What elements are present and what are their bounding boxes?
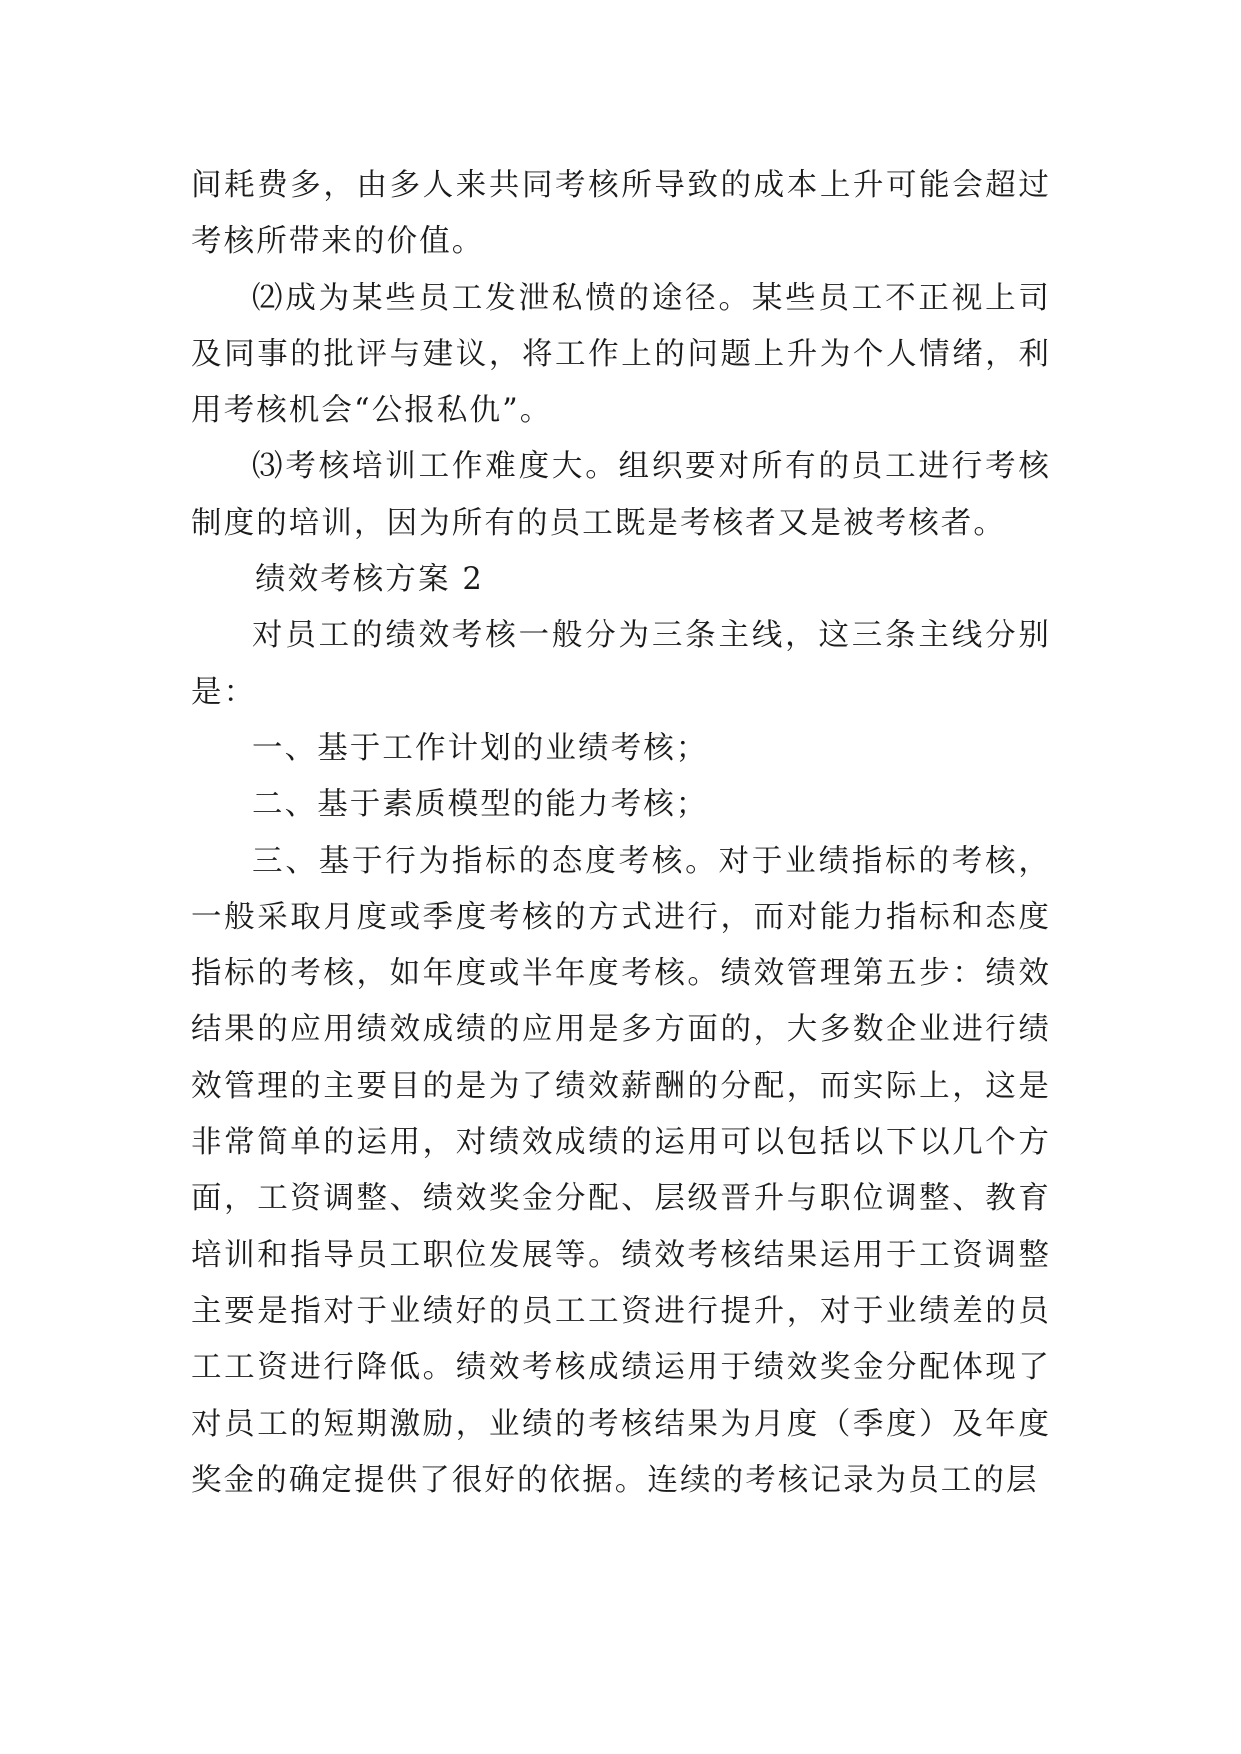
- list-item-ability: 二、基于素质模型的能力考核；: [252, 787, 709, 823]
- list-item-performance: 一、基于工作计划的业绩考核；: [252, 730, 709, 766]
- list-item-attitude: 三、基于行为指标的态度考核。对于业绩指标的考核，一般采取月度或季度考核的方式进行，而对能力指标和态度指标的考核，如年度或半年度考核。绩效管理第五步：绩效结果的应用绩效成绩的应用是多方面的，大多数企业进行绩效管理的主要目的是为了绩效薪酬的分配，而实际上，这是非常简单的运用，对绩效成绩的运用可以包括以下以几个方面，工资调整、绩效奖金分配、层级晋升与职位调整、教育培训和指导员工职位发展等。绩效考核结果运用于工资调整主要是指对于业绩好的员工工资进行提升，对于业绩差的员工工资进行降低。绩效考核成绩运用于绩效奖金分配体现了对员工的短期激励，业绩的考核结果为月度（季度）及年度奖金的确定提供了很好的依据。连续的考核记录为员工的层: [191, 843, 1051, 1498]
- paragraph-cost-continued: 间耗费多，由多人来共同考核所导致的成本上升可能会超过考核所带来的价值。: [191, 168, 1051, 260]
- paragraph-training-difficulty: ⑶考核培训工作难度大。组织要对所有的员工进行考核制度的培训，因为所有的员工既是考核者又是被考核者。: [191, 449, 1051, 541]
- paragraph-three-mainlines: 对员工的绩效考核一般分为三条主线，这三条主线分别是：: [191, 618, 1051, 710]
- paragraph-grievance: ⑵成为某些员工发泄私愤的途径。某些员工不正视上司及同事的批评与建议，将工作上的问题上升为个人情绪，利用考核机会“公报私仇”。: [191, 280, 1051, 429]
- section-heading: 绩效考核方案 2: [255, 562, 484, 598]
- document-body: [191, 158, 1051, 1509]
